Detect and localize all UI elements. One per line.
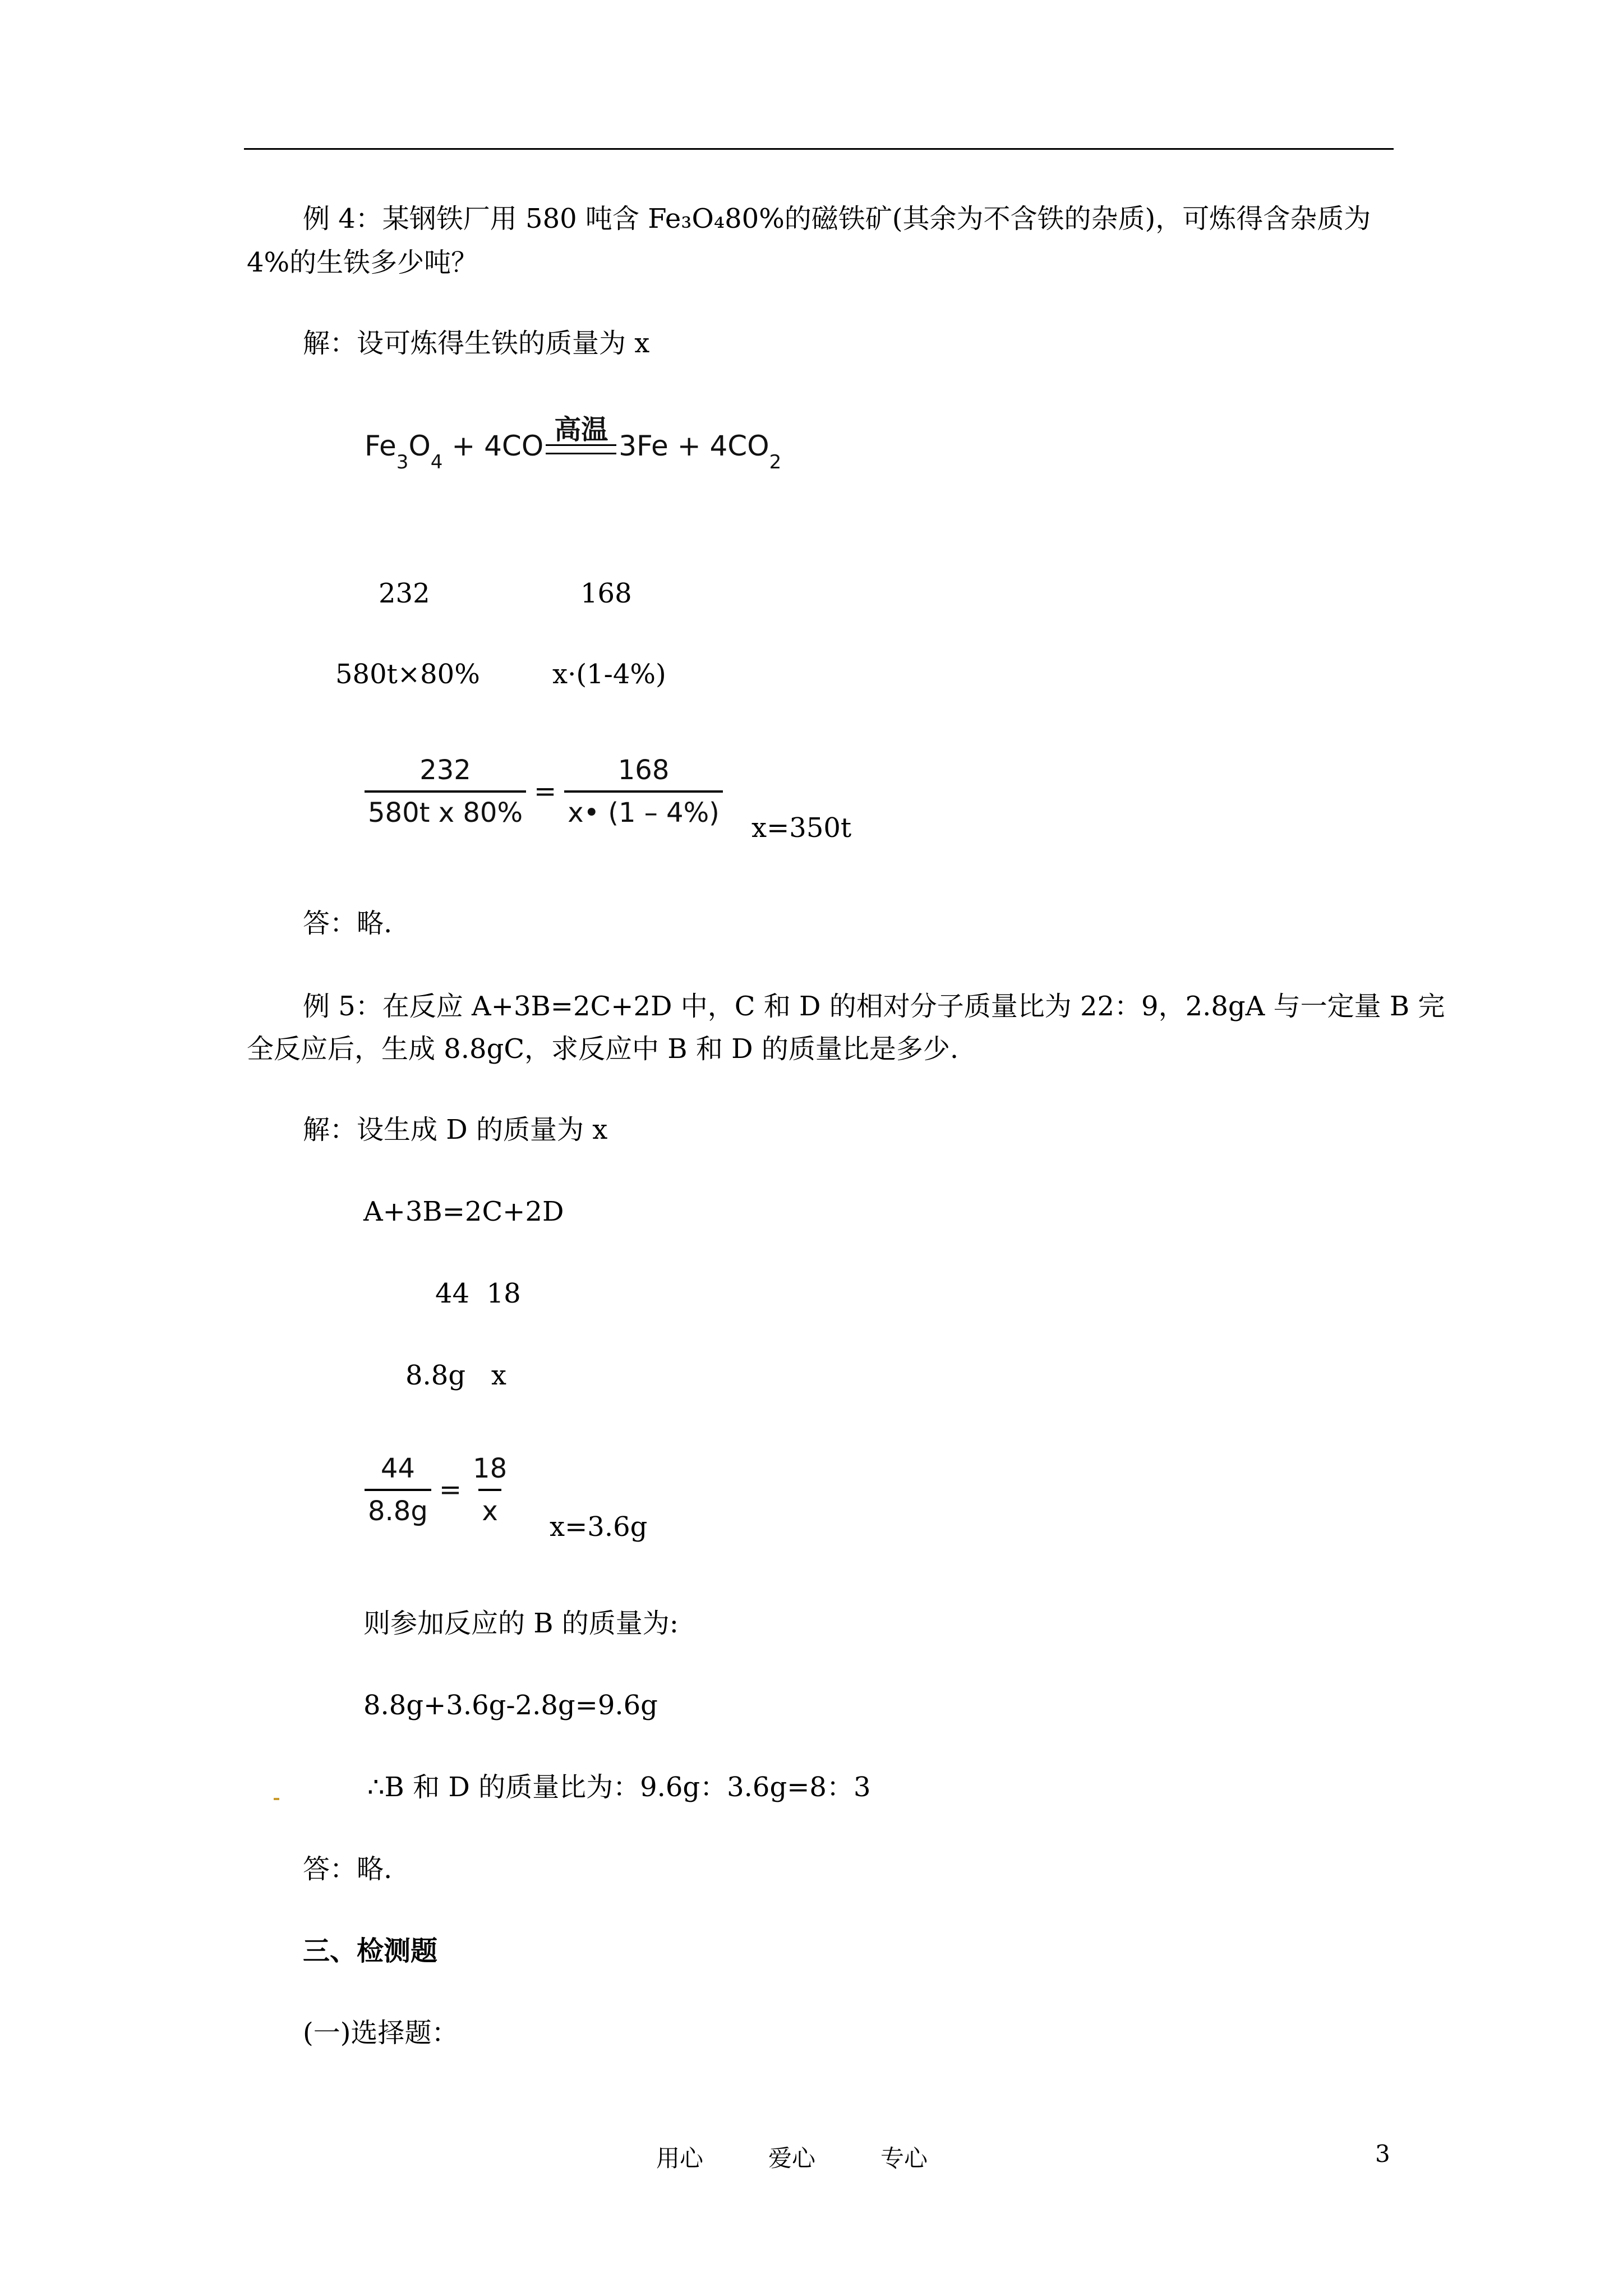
fraction-right-numerator: 18 — [473, 1453, 508, 1484]
fraction-right — [564, 754, 723, 829]
equals-sign: = — [534, 776, 557, 807]
footer-text-1: 用心 — [656, 2145, 704, 2172]
example5-given: 8.8g x — [405, 1360, 506, 1391]
header-rule — [244, 148, 1394, 150]
eq-double-bar — [546, 444, 616, 454]
eq-products: 3Fe + 4CO — [619, 430, 769, 462]
example5-result: x=3.6g — [550, 1511, 648, 1543]
example5-step1: 则参加反应的 B 的质量为: — [363, 1608, 679, 1639]
eq-reactant-o: O — [408, 430, 431, 462]
example4-mass-232: 232 — [379, 578, 430, 609]
page-number: 3 — [1375, 2140, 1390, 2168]
footer-text-2: 爱心 — [768, 2145, 816, 2172]
example5-line1: 例 5：在反应 A+3B=2C+2D 中，C 和 D 的相对分子质量比为 22：9，2.8gA 与一定量 B 完 — [303, 991, 1445, 1022]
example4-line2: 4%的生铁多少吨？ — [247, 247, 478, 278]
fraction-left-denominator: 8.8g — [365, 1489, 431, 1527]
fraction-left-denominator: 580t x 80% — [365, 790, 526, 829]
example4-mass-168: 168 — [580, 578, 632, 609]
footer-text-3: 专心 — [880, 2145, 928, 2172]
example4-given-x: x·(1-4%) — [552, 659, 666, 690]
eq-reactant-fe: Fe — [365, 430, 396, 462]
eq-reactant-co: + 4CO — [442, 430, 544, 462]
eq-condition-label: 高温 — [554, 414, 608, 445]
eq-condition-arrow — [546, 415, 616, 462]
fraction-right — [469, 1453, 510, 1527]
fraction-right-numerator: 168 — [617, 754, 670, 786]
equals-sign: = — [439, 1474, 462, 1506]
example5-line2: 全反应后，生成 8.8gC，求反应中 B 和 D 的质量比是多少. — [247, 1033, 959, 1065]
example4-given-580t: 580t×80% — [335, 659, 480, 690]
fraction-left-numerator: 232 — [419, 754, 471, 786]
fraction-right-denominator: x• (1 – 4%) — [564, 790, 723, 829]
example4-line1: 例 4：某钢铁厂用 580 吨含 Fe₃O₄80%的磁铁矿(其余为不含铁的杂质)，可炼得含杂质为 — [303, 203, 1371, 234]
example4-result: x=350t — [751, 812, 852, 844]
example4-answer: 答：略. — [303, 908, 393, 939]
example5-answer: 答：略. — [303, 1853, 393, 1885]
fraction-left — [365, 754, 526, 829]
example5-proportion — [365, 1453, 510, 1527]
margin-mark — [274, 1798, 279, 1800]
example4-proportion — [365, 754, 723, 829]
example5-masses: 44 18 — [435, 1278, 521, 1309]
example4-chemical-equation: Fe 3 O 4 + 4CO 高温 3Fe + 4CO 2 — [365, 414, 782, 473]
example5-step3: ∴B 和 D 的质量比为：9.6g：3.6g=8：3 — [367, 1772, 871, 1803]
example4-solution: 解：设可炼得生铁的质量为 x — [303, 328, 650, 359]
fraction-left-numerator: 44 — [380, 1453, 415, 1484]
section-heading: 三、检测题 — [303, 1935, 438, 1967]
example5-solution: 解：设生成 D 的质量为 x — [303, 1114, 608, 1145]
fraction-left — [365, 1453, 431, 1527]
fraction-right-denominator: x — [478, 1489, 501, 1527]
section-subheading: (一)选择题： — [303, 2017, 459, 2049]
example5-equation: A+3B=2C+2D — [363, 1196, 564, 1227]
example5-step2: 8.8g+3.6g-2.8g=9.6g — [363, 1690, 658, 1721]
